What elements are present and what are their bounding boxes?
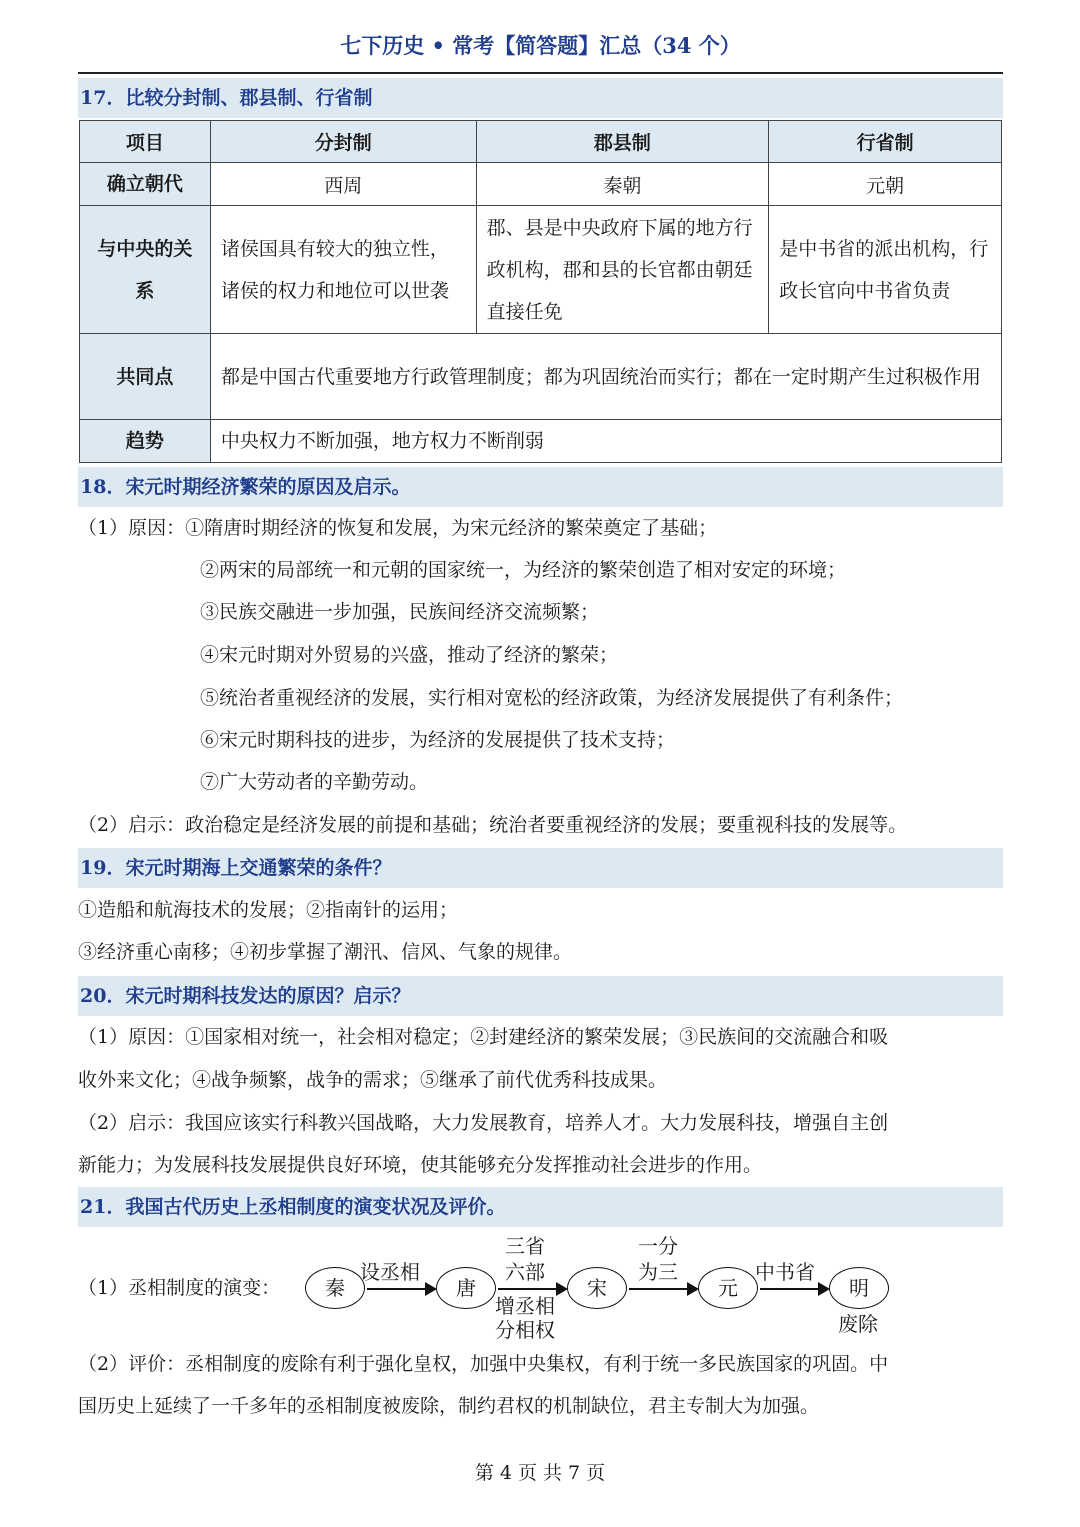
table-row [80, 334, 1002, 420]
table-cell: 中央权力不断加强，地方权力不断削弱 [210, 420, 1001, 463]
table-cell: 西周 [210, 163, 476, 206]
node-qin: 秦 [305, 1267, 365, 1309]
answer-line: 新能力；为发展科技发展提供良好环境，使其能够充分发挥推动社会进步的作用。 [78, 1154, 763, 1176]
reason-line: ⑥宋元时期科技的进步，为经济的发展提供了技术支持； [200, 729, 676, 751]
arrow [367, 1288, 435, 1290]
row-header: 与中央的关系 [80, 206, 211, 334]
arrow-label: 设丞相 [360, 1260, 420, 1284]
answer-line: ①造船和航海技术的发展；②指南针的运用； [78, 899, 459, 921]
reason-line: ⑦广大劳动者的辛勤劳动。 [200, 771, 429, 793]
node-tang: 唐 [436, 1267, 496, 1309]
table-header-cell: 郡县制 [476, 121, 769, 163]
chancellor-evolution-diagram [78, 1232, 1008, 1342]
table-cell: 诸侯国具有较大的独立性，诸侯的权力和地位可以世袭 [210, 206, 476, 334]
table-cell: 都是中国古代重要地方行政管理制度；都为巩固统治而实行；都在一定时期产生过积极作用 [210, 334, 1001, 420]
reason-line: ③民族交融进一步加强，民族间经济交流频繁； [200, 601, 600, 623]
node-label: 废除 [838, 1312, 878, 1336]
arrow [498, 1288, 566, 1290]
table-row [80, 206, 1002, 334]
node-ming: 明 [829, 1267, 889, 1309]
comparison-table [79, 120, 1002, 463]
arrow [629, 1288, 697, 1290]
arrow-label: 中书省 [755, 1260, 815, 1284]
insight-line: （2）启示：政治稳定是经济发展的前提和基础；统治者要重视经济的发展；要重视科技的发展等。 [78, 814, 908, 836]
table-header-cell: 项目 [80, 121, 211, 163]
reason-line: （1）原因：①隋唐时期经济的恢复和发展，为宋元经济的繁荣奠定了基础； [78, 517, 718, 539]
node-song: 宋 [567, 1267, 627, 1309]
arrow [760, 1288, 828, 1290]
flow-label: （1）丞相制度的演变： [78, 1277, 281, 1299]
arrow-label: 三省 [505, 1234, 545, 1258]
reason-line: ⑤统治者重视经济的发展，实行相对宽松的经济政策，为经济发展提供了有利条件； [200, 687, 904, 709]
table-cell: 元朝 [769, 163, 1002, 206]
answer-line: （2）评价：丞相制度的废除有利于强化皇权，加强中央集权，有利于统一多民族国家的巩固。中 [78, 1353, 889, 1375]
page-title: 七下历史 • 常考【简答题】汇总（34 个） [340, 33, 741, 58]
answer-line: ③经济重心南移；④初步掌握了潮汛、信风、气象的规律。 [78, 941, 573, 963]
question-20-title: 20．宋元时期科技发达的原因？启示？ [78, 976, 1003, 1016]
arrow-label: 分相权 [495, 1318, 555, 1342]
row-header: 趋势 [80, 420, 211, 463]
reason-line: ④宋元时期对外贸易的兴盛，推动了经济的繁荣； [200, 644, 619, 666]
table-cell: 秦朝 [476, 163, 769, 206]
node-yuan: 元 [698, 1267, 758, 1309]
answer-line: （2）启示：我国应该实行科教兴国战略，大力发展教育，培养人才。大力发展科技，增强自主创 [78, 1112, 889, 1134]
reason-line: ②两宋的局部统一和元朝的国家统一，为经济的繁荣创造了相对安定的环境； [200, 559, 847, 581]
table-row [80, 163, 1002, 206]
question-19-title: 19．宋元时期海上交通繁荣的条件？ [78, 848, 1003, 888]
arrow-label: 增丞相 [495, 1294, 555, 1318]
table-header-row [80, 121, 1002, 163]
row-header: 共同点 [80, 334, 211, 420]
table-header-cell: 分封制 [210, 121, 476, 163]
page-number: 第 4 页 共 7 页 [474, 1462, 606, 1484]
question-21-title: 21．我国古代历史上丞相制度的演变状况及评价。 [78, 1187, 1003, 1227]
question-17-title: 17．比较分封制、郡县制、行省制 [78, 78, 1003, 118]
row-header: 确立朝代 [80, 163, 211, 206]
arrow-label: 为三 [638, 1260, 678, 1284]
answer-line: （1）原因：①国家相对统一，社会相对稳定；②封建经济的繁荣发展；③民族间的交流融合和吸 [78, 1026, 889, 1048]
table-header-cell: 行省制 [769, 121, 1002, 163]
page-header [78, 28, 1003, 74]
table-cell: 是中书省的派出机构，行政长官向中书省负责 [769, 206, 1002, 334]
table-cell: 郡、县是中央政府下属的地方行政机构，郡和县的长官都由朝廷直接任免 [476, 206, 769, 334]
answer-line: 收外来文化；④战争频繁，战争的需求；⑤继承了前代优秀科技成果。 [78, 1069, 668, 1091]
arrow-label: 六部 [505, 1260, 545, 1284]
table-row [80, 420, 1002, 463]
arrow-label: 一分 [638, 1234, 678, 1258]
answer-line: 国历史上延续了一千多年的丞相制度被废除，制约君权的机制缺位，君主专制大为加强。 [78, 1395, 820, 1417]
question-18-title: 18．宋元时期经济繁荣的原因及启示。 [78, 467, 1003, 507]
